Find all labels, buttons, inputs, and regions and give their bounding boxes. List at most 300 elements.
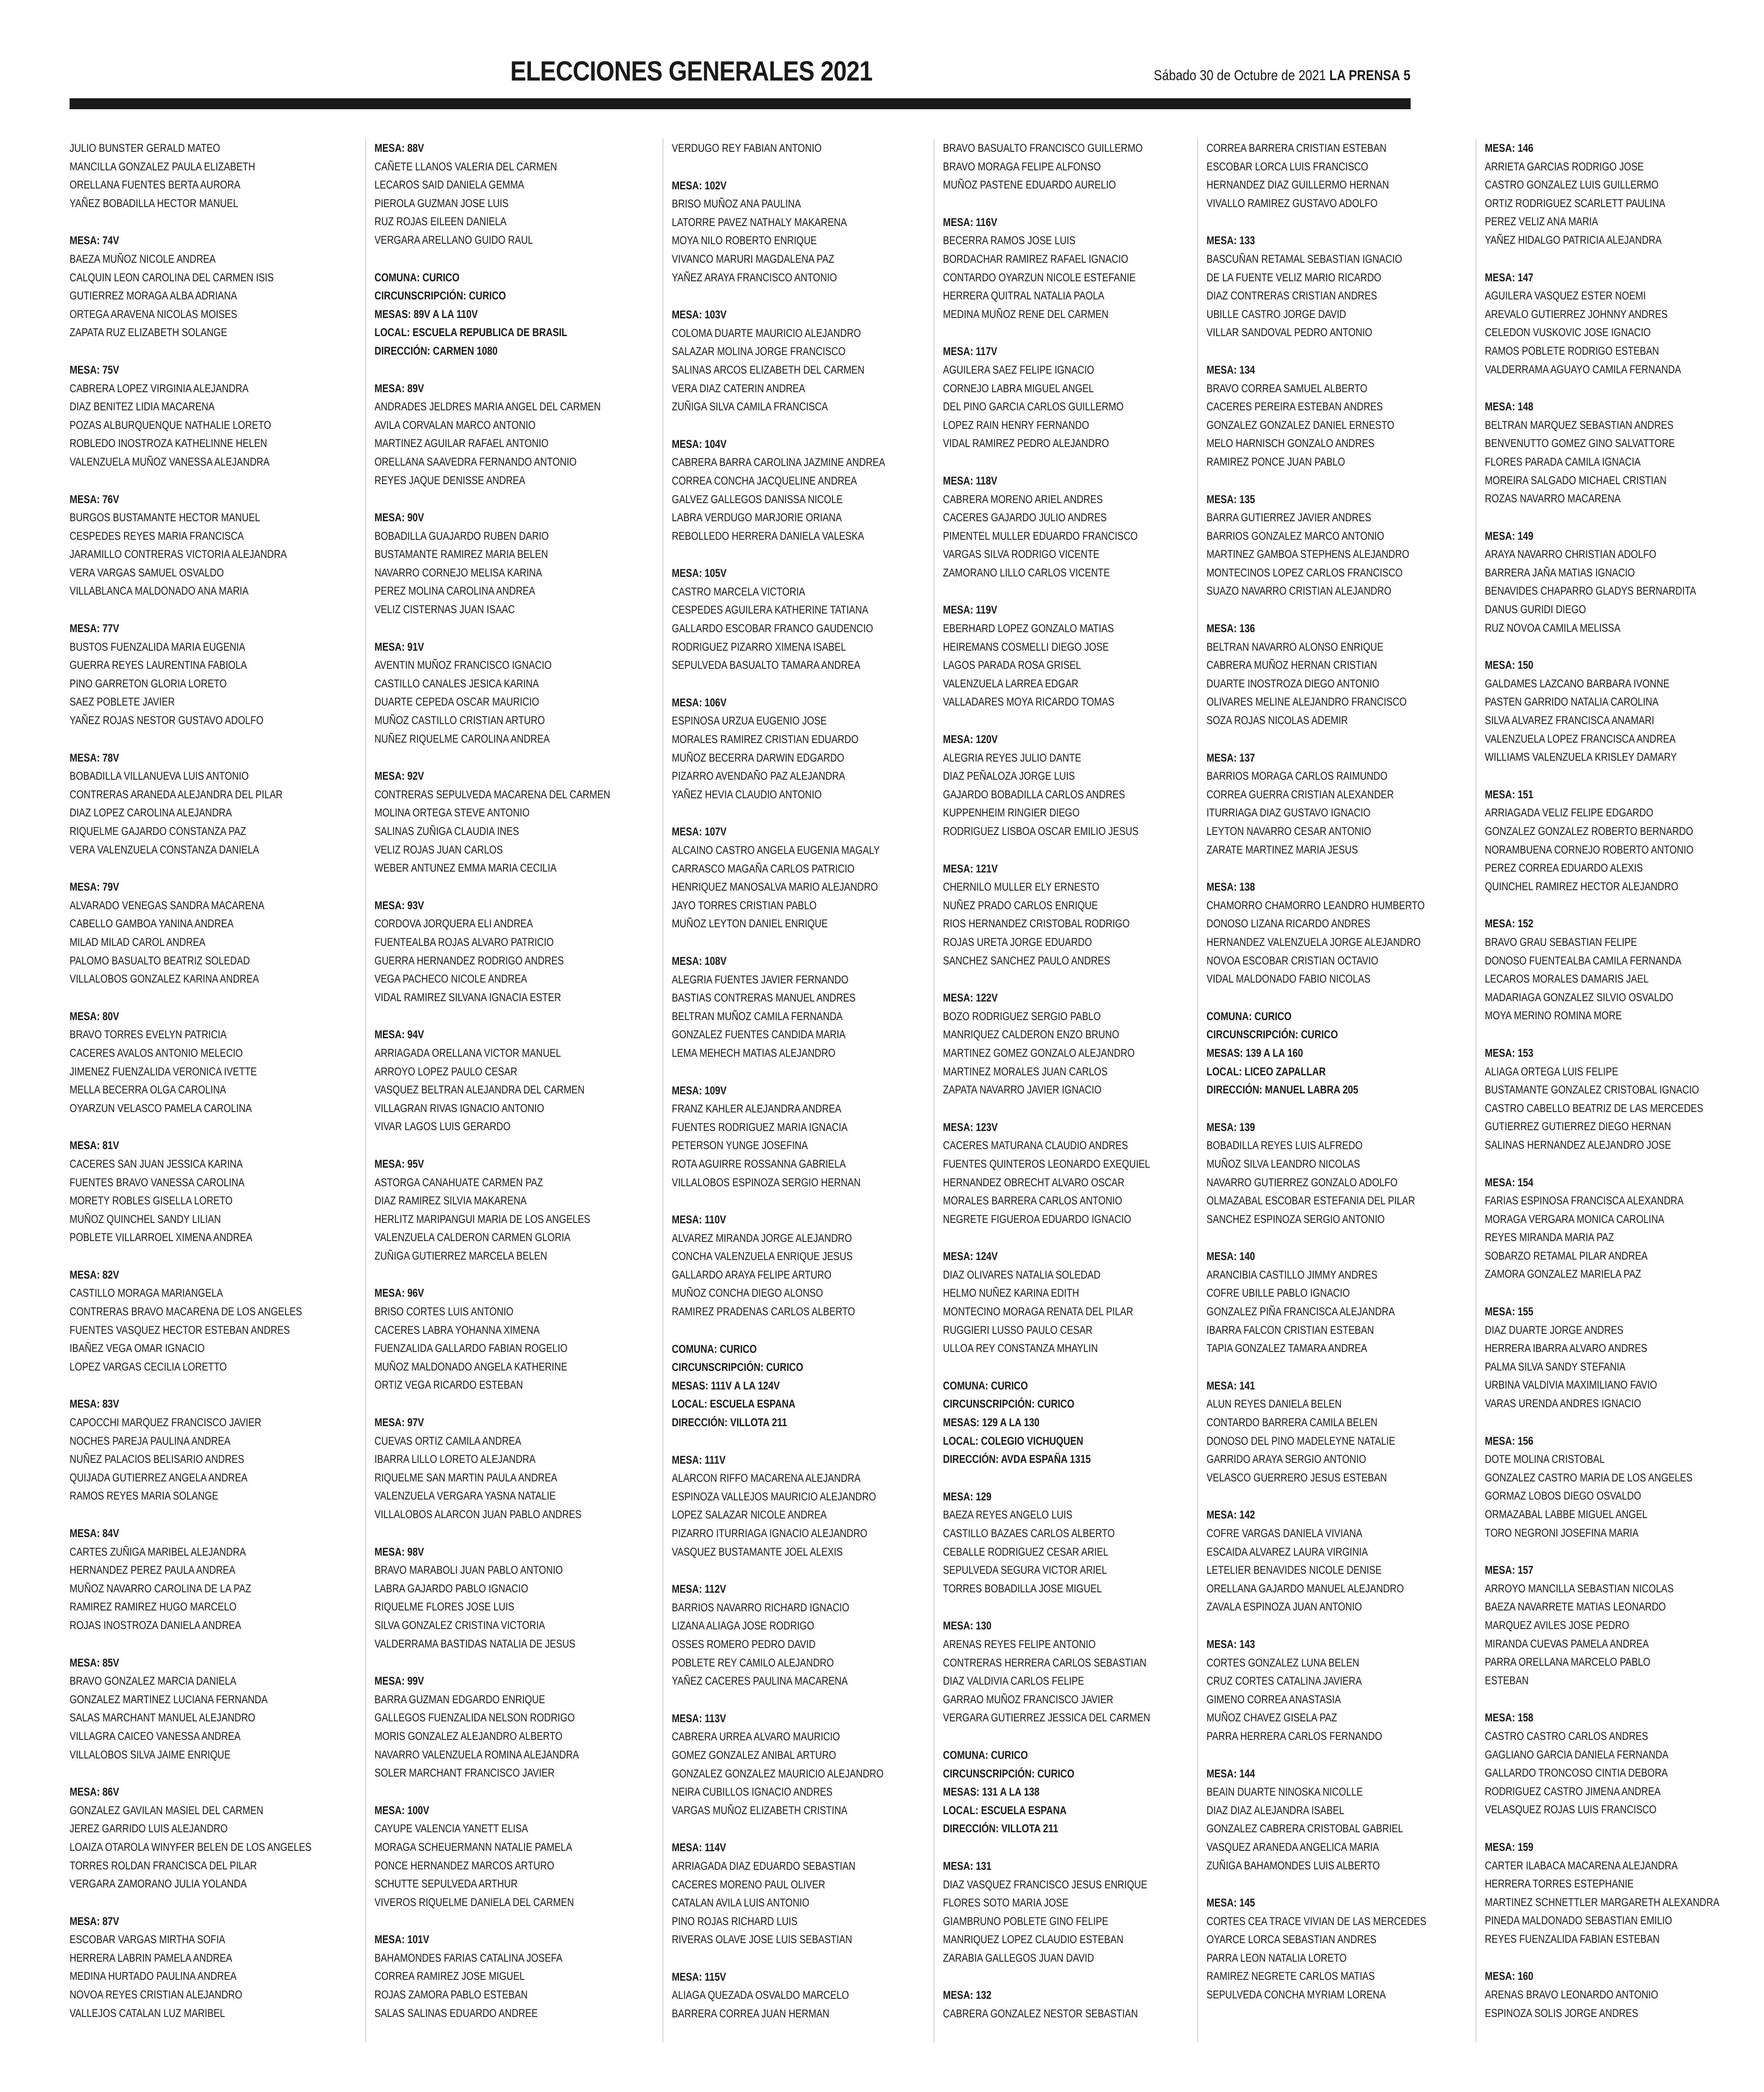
mesa-block: [374, 1930, 655, 2022]
member-name: REBOLLEDO HERRERA DANIELA VALESKA: [672, 529, 864, 542]
member-name: TAPIA GONZALEZ TAMARA ANDREA: [1206, 1342, 1367, 1355]
member-name: OYARZUN VELASCO PAMELA CAROLINA: [70, 1101, 252, 1115]
member-name: BRAVO GONZALEZ MARCIA DANIELA: [70, 1675, 237, 1688]
member-name: RAMIREZ PRADENAS CARLOS ALBERTO: [672, 1305, 856, 1318]
mesa-title: MESA: 122V: [943, 991, 998, 1004]
member-name: AVILA CORVALAN MARCO ANTONIO: [374, 418, 536, 431]
venue-info-line: DIRECCIÓN: VILLOTA 211: [943, 1822, 1058, 1835]
mesa-title: MESA: 158: [1485, 1711, 1534, 1724]
member-name: DANUS GURIDI DIEGO: [1485, 603, 1586, 616]
member-name: PIEROLA GUZMAN JOSE LUIS: [374, 197, 509, 210]
mesa-title: MESA: 144: [1206, 1767, 1255, 1780]
member-name: GALLARDO TRONCOSO CINTIA DEBORA: [1485, 1766, 1668, 1780]
member-name: CELEDON VUSKOVIC JOSE IGNACIO: [1485, 326, 1651, 339]
member-name: NUÑEZ RIQUELME CAROLINA ANDREA: [374, 732, 550, 745]
mesa-block: [70, 361, 358, 471]
member-name: CONTRERAS HERRERA CARLOS SEBASTIAN: [943, 1656, 1147, 1669]
member-name: ZAMORANO LILLO CARLOS VICENTE: [943, 566, 1110, 579]
member-name: MONTECINO MORAGA RENATA DEL PILAR: [943, 1305, 1133, 1318]
mesa-title: MESA: 133: [1206, 234, 1255, 247]
member-name: CARTER ILABACA MACARENA ALEJANDRA: [1485, 1859, 1678, 1872]
member-name: BARRIOS MORAGA CARLOS RAIMUNDO: [1206, 770, 1388, 783]
member-name: ARRIAGADA ORELLANA VICTOR MANUEL: [374, 1046, 561, 1059]
mesa-block: [1485, 1561, 1764, 1690]
member-name: BURGOS BUSTAMANTE HECTOR MANUEL: [70, 511, 260, 524]
member-name: OYARCE LORCA SEBASTIAN ANDRES: [1206, 1933, 1376, 1946]
member-name: LETELIER BENAVIDES NICOLE DENISE: [1206, 1564, 1382, 1577]
member-name: POZAS ALBURQUENQUE NATHALIE LORETO: [70, 418, 271, 431]
member-name: CACERES GAJARDO JULIO ANDRES: [943, 511, 1107, 524]
member-name: PONCE HERNANDEZ MARCOS ARTURO: [374, 1859, 555, 1872]
page-headline: ELECCIONES GENERALES 2021: [510, 55, 873, 86]
member-name: BOBADILLA VILLANUEVA LUIS ANTONIO: [70, 770, 249, 783]
member-name: BRISO CORTES LUIS ANTONIO: [374, 1305, 514, 1318]
mesa-block: [943, 730, 1190, 841]
mesa-title: MESA: 120V: [943, 733, 998, 746]
member-name: ALEGRIA REYES JULIO DANTE: [943, 751, 1081, 764]
venue-info-line: CIRCUNSCRIPCIÓN: CURICO: [943, 1767, 1075, 1780]
member-name: BELTRAN MUÑOZ CAMILA FERNANDA: [672, 1010, 843, 1023]
masthead: [510, 55, 1411, 105]
mesa-block: [943, 1986, 1190, 2023]
member-name: MARTINEZ GAMBOA STEPHENS ALEJANDRO: [1206, 548, 1409, 561]
member-name: BELTRAN NAVARRO ALONSO ENRIQUE: [1206, 640, 1384, 653]
mesa-block: [1485, 1174, 1764, 1284]
venue-info-line: COMUNA: CURICO: [374, 271, 460, 284]
member-name: VILLALOBOS ESPINOZA SERGIO HERNAN: [672, 1176, 861, 1189]
member-name: GARRAO MUÑOZ FRANCISCO JAVIER: [943, 1693, 1113, 1706]
member-name: ESTEBAN: [1485, 1674, 1529, 1687]
venue-info-line: CIRCUNSCRIPCIÓN: CURICO: [374, 289, 506, 302]
member-name: RIOS HERNANDEZ CRISTOBAL RODRIGO: [943, 917, 1130, 930]
mesa-title: MESA: 81V: [70, 1139, 119, 1152]
mesa-title: MESA: 85V: [70, 1656, 119, 1669]
member-name: SOZA ROJAS NICOLAS ADEMIR: [1206, 714, 1348, 727]
member-name: RAMIREZ RAMIREZ HUGO MARCELO: [70, 1600, 237, 1613]
member-name: CABELLO GAMBOA YANINA ANDREA: [70, 917, 234, 930]
member-name: BECERRA RAMOS JOSE LUIS: [943, 234, 1075, 247]
member-name: HENRIQUEZ MANOSALVA MARIO ALEJANDRO: [672, 880, 878, 894]
member-name: RUGGIERI LUSSO PAULO CESAR: [943, 1323, 1093, 1336]
mesa-title: MESA: 123V: [943, 1120, 998, 1134]
member-name: VERA VALENZUELA CONSTANZA DANIELA: [70, 843, 259, 856]
member-name: AREVALO GUTIERREZ JOHNNY ANDRES: [1485, 307, 1668, 320]
newspaper-name: LA PRENSA: [1329, 67, 1400, 83]
member-name: BASCUÑAN RETAMAL SEBASTIAN IGNACIO: [1206, 252, 1402, 265]
mesa-title: MESA: 156: [1485, 1434, 1534, 1447]
venue-info-line: MESAS: 139 A LA 160: [1206, 1046, 1303, 1059]
member-name: FUENTES RODRIGUEZ MARIA IGNACIA: [672, 1120, 848, 1134]
member-name: OLIVARES MELINE ALEJANDRO FRANCISCO: [1206, 695, 1407, 708]
member-name: MORAGA VERGARA MONICA CAROLINA: [1485, 1212, 1664, 1225]
member-name: NOVOA ESCOBAR CRISTIAN OCTAVIO: [1206, 954, 1379, 967]
mesa-block: [374, 638, 655, 748]
member-name: KUPPENHEIM RINGIER DIEGO: [943, 806, 1080, 819]
member-name: BRAVO TORRES EVELYN PATRICIA: [70, 1028, 227, 1041]
member-name: PALMA SILVA SANDY STEFANIA: [1485, 1360, 1626, 1373]
member-name: GORMAZ LOBOS DIEGO OSVALDO: [1485, 1489, 1641, 1502]
venue-info-line: DIRECCIÓN: CARMEN 1080: [374, 344, 498, 357]
member-name: VARAS URENDA ANDRES IGNACIO: [1485, 1397, 1641, 1410]
member-name: CARRASCO MAGAÑA CARLOS PATRICIO: [672, 862, 855, 875]
member-name: POBLETE REY CAMILO ALEJANDRO: [672, 1656, 834, 1669]
member-name: RIQUELME SAN MARTIN PAULA ANDREA: [374, 1471, 557, 1484]
member-name: CORNEJO LABRA MIGUEL ANGEL: [943, 382, 1094, 395]
member-name: MIRANDA CUEVAS PAMELA ANDREA: [1485, 1637, 1649, 1650]
venue-info-line: MESAS: 129 A LA 130: [943, 1416, 1040, 1429]
member-name: SANCHEZ SANCHEZ PAULO ANDRES: [943, 954, 1110, 967]
member-name: GUERRA HERNANDEZ RODRIGO ANDRES: [374, 954, 564, 967]
member-name: HELMO NUÑEZ KARINA EDITH: [943, 1287, 1079, 1300]
member-name: JARAMILLO CONTRERAS VICTORIA ALEJANDRA: [70, 548, 287, 561]
mesa-title: MESA: 103V: [672, 308, 727, 321]
mesa-title: MESA: 154: [1485, 1176, 1534, 1189]
member-name: ROZAS NAVARRO MACARENA: [1485, 492, 1621, 505]
venue-info-line: LOCAL: ESCUELA REPUBLICA DE BRASIL: [374, 326, 567, 339]
member-name: ARRIETA GARCIAS RODRIGO JOSE: [1485, 160, 1644, 173]
publication-date: Sábado 30 de Octubre de 2021: [1154, 67, 1326, 83]
member-name: GONZALEZ FUENTES CANDIDA MARIA: [672, 1028, 846, 1041]
mesa-block: [672, 1211, 926, 1321]
member-name: ROJAS ZAMORA PABLO ESTEBAN: [374, 1988, 528, 2001]
mesa-block: [70, 1654, 358, 1764]
mesa-title: MESA: 160: [1485, 1970, 1534, 1983]
mesa-block: [1485, 527, 1764, 638]
mesa-title: MESA: 93V: [374, 899, 424, 912]
venue-info-line: COMUNA: CURICO: [943, 1748, 1028, 1761]
member-name: VALENZUELA VERGARA YASNA NATALIE: [374, 1489, 556, 1502]
member-name: VIDAL MALDONADO FABIO NICOLAS: [1206, 972, 1371, 985]
member-name: MUÑOZ CHAVEZ GISELA PAZ: [1206, 1711, 1337, 1724]
member-name: CRUZ CORTES CATALINA JAVIERA: [1206, 1675, 1362, 1688]
member-name: SEPULVEDA SEGURA VICTOR ARIEL: [943, 1564, 1107, 1577]
member-name: YAÑEZ ARAYA FRANCISCO ANTONIO: [672, 271, 838, 284]
member-name: GUTIERREZ MORAGA ALBA ADRIANA: [70, 289, 237, 302]
mesa-title: MESA: 105V: [672, 567, 727, 580]
member-name: SILVA GONZALEZ CRISTINA VICTORIA: [374, 1618, 545, 1632]
member-name: GOMEZ GONZALEZ ANIBAL ARTURO: [672, 1748, 837, 1761]
member-name: SALINAS ARCOS ELIZABETH DEL CARMEN: [672, 363, 865, 376]
member-name: BRAVO GRAU SEBASTIAN FELIPE: [1485, 935, 1637, 948]
member-name: RAMIREZ PONCE JUAN PABLO: [1206, 455, 1345, 468]
header-rule: [70, 98, 1411, 109]
mesa-block: [1207, 139, 1468, 213]
mesa-block: [374, 1284, 655, 1395]
member-name: SAEZ POBLETE JAVIER: [70, 695, 175, 708]
member-name: LATORRE PAVEZ NATHALY MAKARENA: [672, 215, 847, 229]
member-name: HERNANDEZ DIAZ GUILLERMO HERNAN: [1206, 178, 1389, 191]
member-name: VILLAGRA CAICEO VANESSA ANDREA: [70, 1729, 241, 1742]
member-name: CASTILLO BAZAES CARLOS ALBERTO: [943, 1527, 1115, 1540]
member-name: MOYA NILO ROBERTO ENRIQUE: [672, 234, 817, 247]
mesa-title: MESA: 74V: [70, 234, 119, 247]
member-name: LIZANA ALIAGA JOSE RODRIGO: [672, 1619, 815, 1632]
mesa-block: [672, 1968, 926, 2023]
member-name: RAMIREZ NEGRETE CARLOS MATIAS: [1206, 1970, 1375, 1983]
member-name: VERA DIAZ CATERIN ANDREA: [672, 382, 805, 395]
member-name: JAYO TORRES CRISTIAN PABLO: [672, 899, 817, 912]
mesa-title: MESA: 152: [1485, 917, 1534, 930]
member-name: IBAÑEZ VEGA OMAR IGNACIO: [70, 1342, 205, 1355]
member-name: FUENZALIDA GALLARDO FABIAN ROGELIO: [374, 1342, 568, 1355]
member-name: GONZALEZ GONZALEZ DANIEL ERNESTO: [1206, 418, 1395, 431]
member-name: MORALES RAMIREZ CRISTIAN EDUARDO: [672, 733, 859, 746]
member-name: MARTINEZ GOMEZ GONZALO ALEJANDRO: [943, 1046, 1135, 1059]
member-name: BARRIOS GONZALEZ MARCO ANTONIO: [1206, 529, 1384, 542]
member-name: ORMAZABAL LABBE MIGUEL ANGEL: [1485, 1508, 1648, 1521]
member-name: GONZALEZ GAVILAN MASIEL DEL CARMEN: [70, 1804, 264, 1817]
member-name: CHAMORRO CHAMORRO LEANDRO HUMBERTO: [1206, 899, 1425, 912]
member-name: MARQUEZ AVILES JOSE PEDRO: [1485, 1618, 1629, 1632]
member-name: IBARRA FALCON CRISTIAN ESTEBAN: [1206, 1323, 1374, 1336]
member-name: LOPEZ RAIN HENRY FERNANDO: [943, 418, 1089, 431]
mesa-block: [672, 1839, 926, 1949]
member-name: HERRERA IBARRA ALVARO ANDRES: [1485, 1342, 1648, 1355]
member-name: CASTRO GONZALEZ LUIS GUILLERMO: [1485, 178, 1659, 191]
mesa-block: [943, 989, 1190, 1099]
venue-info-line: LOCAL: ESCUELA ESPANA: [943, 1804, 1066, 1817]
mesa-title: MESA: 98V: [374, 1545, 424, 1558]
mesa-title: MESA: 104V: [672, 437, 727, 450]
member-name: LABRA GAJARDO PABLO IGNACIO: [374, 1582, 528, 1595]
member-name: CABRERA BARRA CAROLINA JAZMINE ANDREA: [672, 456, 886, 469]
member-name: DONOSO LIZANA RICARDO ANDRES: [1206, 917, 1371, 930]
mesa-block: [374, 139, 655, 250]
mesa-title: MESA: 129: [943, 1490, 991, 1503]
member-name: BAEZA REYES ANGELO LUIS: [943, 1508, 1072, 1521]
venue-info-line: LOCAL: LICEO ZAPALLAR: [1206, 1065, 1326, 1078]
member-name: CALQUIN LEON CAROLINA DEL CARMEN ISIS: [70, 271, 274, 284]
mesa-block: [1485, 398, 1764, 508]
member-name: OLMAZABAL ESCOBAR ESTEFANIA DEL PILAR: [1206, 1194, 1415, 1207]
member-name: PINEDA MALDONADO SEBASTIAN EMILIO: [1485, 1914, 1672, 1927]
member-name: YAÑEZ ROJAS NESTOR GUSTAVO ADOLFO: [70, 714, 264, 727]
member-name: CESPEDES AGUILERA KATHERINE TATIANA: [672, 603, 869, 617]
venue-info-line: MESAS: 131 A LA 138: [943, 1785, 1040, 1799]
mesa-title: MESA: 150: [1485, 659, 1534, 672]
mesa-block: [374, 1414, 655, 1524]
mesa-block: [1485, 139, 1764, 250]
mesa-title: MESA: 95V: [374, 1157, 424, 1170]
mesa-block: [1207, 1377, 1468, 1487]
mesa-title: MESA: 136: [1206, 622, 1255, 635]
column-2: [374, 139, 655, 2042]
member-name: RODRIGUEZ CASTRO JIMENA ANDREA: [1485, 1785, 1661, 1798]
mesa-title: MESA: 83V: [70, 1397, 119, 1411]
mesa-block: [374, 1801, 655, 1912]
member-name: ORTIZ VEGA RICARDO ESTEBAN: [374, 1379, 523, 1392]
member-name: SANCHEZ ESPINOZA SERGIO ANTONIO: [1206, 1212, 1385, 1225]
member-name: MUÑOZ MALDONADO ANGELA KATHERINE: [374, 1360, 568, 1373]
member-name: ANDRADES JELDRES MARIA ANGEL DEL CARMEN: [374, 400, 601, 413]
mesa-block: [1207, 361, 1468, 471]
member-name: ORELLANA FUENTES BERTA AURORA: [70, 178, 240, 191]
member-name: ORTIZ RODRIGUEZ SCARLETT PAULINA: [1485, 197, 1666, 210]
member-name: GONZALEZ GONZALEZ MAURICIO ALEJANDRO: [672, 1767, 884, 1780]
member-name: VIVAR LAGOS LUIS GERARDO: [374, 1120, 511, 1133]
member-name: ORTEGA ARAVENA NICOLAS MOISES: [70, 307, 237, 320]
mesa-block: [70, 1007, 358, 1118]
member-name: MOREIRA SALGADO MICHAEL CRISTIAN: [1485, 474, 1667, 487]
member-name: VILLABLANCA MALDONADO ANA MARIA: [70, 584, 249, 598]
member-name: VALENZUELA CALDERON CARMEN GLORIA: [374, 1231, 571, 1244]
mesa-title: MESA: 92V: [374, 770, 424, 783]
member-name: VERGARA ZAMORANO JULIA YOLANDA: [70, 1877, 247, 1890]
mesa-block: [70, 1266, 358, 1376]
member-name: CORTES GONZALEZ LUNA BELEN: [1206, 1656, 1359, 1669]
member-name: SILVA ALVAREZ FRANCISCA ANAMARI: [1485, 714, 1654, 727]
mesa-block: [374, 897, 655, 1007]
member-name: VALDERRAMA BASTIDAS NATALIA DE JESUS: [374, 1637, 576, 1650]
column-5: [1207, 139, 1468, 2042]
member-name: SCHUTTE SEPULVEDA ARTHUR: [374, 1877, 518, 1890]
member-name: DIAZ RAMIREZ SILVIA MAKARENA: [374, 1194, 527, 1207]
member-name: BARRERA JAÑA MATIAS IGNACIO: [1485, 566, 1635, 579]
member-name: BRAVO MARABOLI JUAN PABLO ANTONIO: [374, 1564, 563, 1577]
member-name: TORO NEGRONI JOSEFINA MARIA: [1485, 1526, 1639, 1539]
member-name: BRAVO BASUALTO FRANCISCO GUILLERMO: [943, 142, 1143, 154]
member-name: FARIAS ESPINOSA FRANCISCA ALEXANDRA: [1485, 1194, 1684, 1207]
member-name: HERNANDEZ VALENZUELA JORGE ALEJANDRO: [1206, 935, 1421, 948]
polling-table-columns: [70, 139, 1720, 2037]
venue-info-line: DIRECCIÓN: MANUEL LABRA 205: [1206, 1083, 1358, 1096]
member-name: REYES MIRANDA MARIA PAZ: [1485, 1231, 1614, 1244]
member-name: LEMA MEHECH MATIAS ALEJANDRO: [672, 1046, 836, 1059]
member-name: PINO GARRETON GLORIA LORETO: [70, 677, 227, 690]
member-name: FLORES PARADA CAMILA IGNACIA: [1485, 455, 1641, 468]
member-name: ZAPATA RUZ ELIZABETH SOLANGE: [70, 326, 227, 339]
mesa-block: [943, 342, 1190, 453]
member-name: FUENTES BRAVO VANESSA CAROLINA: [70, 1176, 245, 1189]
member-name: MOYA MERINO ROMINA MORE: [1485, 1009, 1622, 1022]
member-name: MADARIAGA GONZALEZ SILVIO OSVALDO: [1485, 991, 1674, 1004]
member-name: PALOMO BASUALTO BEATRIZ SOLEDAD: [70, 954, 250, 967]
venue-info-line: DIRECCIÓN: AVDA ESPAÑA 1315: [943, 1453, 1091, 1466]
member-name: BUSTOS FUENZALIDA MARIA EUGENIA: [70, 640, 245, 653]
member-name: NAVARRO CORNEJO MELISA KARINA: [374, 566, 542, 579]
member-name: ARAYA NAVARRO CHRISTIAN ADOLFO: [1485, 548, 1656, 561]
mesa-title: MESA: 132: [943, 1989, 991, 2002]
member-name: MARTINEZ AGUILAR RAFAEL ANTONIO: [374, 437, 549, 450]
mesa-title: MESA: 89V: [374, 382, 424, 395]
mesa-title: MESA: 77V: [70, 622, 119, 635]
mesa-title: MESA: 155: [1485, 1305, 1534, 1318]
member-name: CABRERA LOPEZ VIRGINIA ALEJANDRA: [70, 382, 249, 395]
member-name: GIMENO CORREA ANASTASIA: [1206, 1693, 1341, 1706]
member-name: RUZ NOVOA CAMILA MELISSA: [1485, 621, 1621, 634]
member-name: ARANCIBIA CASTILLO JIMMY ANDRES: [1206, 1268, 1378, 1281]
member-name: RODRIGUEZ PIZARRO XIMENA ISABEL: [672, 640, 846, 653]
member-name: VALENZUELA LARREA EDGAR: [943, 677, 1078, 690]
member-name: DIAZ VALDIVIA CARLOS FELIPE: [943, 1675, 1084, 1688]
member-name: MONTECINOS LOPEZ CARLOS FRANCISCO: [1206, 566, 1403, 579]
mesa-block: [70, 1136, 358, 1247]
member-name: CABRERA MORENO ARIEL ANDRES: [943, 493, 1103, 506]
mesa-block: [1485, 915, 1764, 1025]
member-name: ULLOA REY CONSTANZA MHAYLIN: [943, 1342, 1098, 1355]
mesa-block: [1207, 749, 1468, 859]
member-name: DUARTE INOSTROZA DIEGO ANTONIO: [1206, 677, 1379, 690]
member-name: SEPULVEDA BASUALTO TAMARA ANDREA: [672, 659, 861, 672]
member-name: CASTILLO CANALES JESICA KARINA: [374, 677, 539, 690]
venue-info: [672, 1340, 926, 1432]
member-name: CACERES MORENO PAUL OLIVER: [672, 1878, 826, 1891]
member-name: CHERNILO MULLER ELY ERNESTO: [943, 880, 1099, 894]
member-name: BOBADILLA REYES LUIS ALFREDO: [1206, 1139, 1363, 1152]
mesa-block: [1207, 1506, 1468, 1616]
member-name: VIVANCO MARURI MAGDALENA PAZ: [672, 252, 835, 265]
member-name: MUÑOZ PASTENE EDUARDO AURELIO: [943, 178, 1116, 191]
member-name: BORDACHAR RAMIREZ RAFAEL IGNACIO: [943, 252, 1128, 265]
member-name: TORRES BOBADILLA JOSE MIGUEL: [943, 1582, 1102, 1595]
member-name: ZAMORA GONZALEZ MARIELA PAZ: [1485, 1268, 1641, 1281]
member-name: SOLER MARCHANT FRANCISCO JAVIER: [374, 1766, 555, 1780]
venue-info: [374, 269, 655, 361]
mesa-title: MESA: 78V: [70, 751, 119, 764]
member-name: ZAPATA NAVARRO JAVIER IGNACIO: [943, 1083, 1101, 1096]
member-name: GUERRA REYES LAURENTINA FABIOLA: [70, 659, 247, 672]
member-name: CONTARDO BARRERA CAMILA BELEN: [1206, 1416, 1378, 1429]
mesa-block: [943, 601, 1190, 711]
member-name: REYES JAQUE DENISSE ANDREA: [374, 474, 525, 487]
mesa-title: MESA: 137: [1206, 751, 1255, 764]
mesa-block: [672, 1451, 926, 1562]
member-name: COLOMA DUARTE MAURICIO ALEJANDRO: [672, 326, 862, 339]
member-name: CONTARDO OYARZUN NICOLE ESTEFANIE: [943, 271, 1136, 284]
member-name: MUÑOZ QUINCHEL SANDY LILIAN: [70, 1212, 221, 1225]
mesa-block: [1485, 1709, 1764, 1819]
member-name: SALINAS ZUÑIGA CLAUDIA INES: [374, 825, 519, 837]
mesa-block: [374, 509, 655, 619]
member-name: AVENTIN MUÑOZ FRANCISCO IGNACIO: [374, 659, 552, 672]
member-name: MORETY ROBLES GISELLA LORETO: [70, 1194, 233, 1207]
member-name: MUÑOZ CONCHA DIEGO ALONSO: [672, 1287, 824, 1300]
mesa-title: MESA: 99V: [374, 1675, 424, 1688]
member-name: FUENTES QUINTEROS LEONARDO EXEQUIEL: [943, 1157, 1150, 1170]
member-name: COFRE VARGAS DANIELA VIVIANA: [1206, 1527, 1363, 1540]
member-name: GONZALEZ PIÑA FRANCISCA ALEJANDRA: [1206, 1305, 1395, 1318]
mesa-title: MESA: 119V: [943, 603, 997, 617]
mesa-block: [672, 306, 926, 416]
mesa-block: [374, 767, 655, 878]
member-name: ALVAREZ MIRANDA JORGE ALEJANDRO: [672, 1231, 852, 1244]
member-name: NAVARRO VALENZUELA ROMINA ALEJANDRA: [374, 1748, 579, 1761]
member-name: VILLALOBOS ALARCON JUAN PABLO ANDRES: [374, 1508, 582, 1521]
member-name: ESPINOZA VALLEJOS MAURICIO ALEJANDRO: [672, 1490, 876, 1503]
member-name: ESPINOSA URZUA EUGENIO JOSE: [672, 714, 827, 727]
mesa-block: [1485, 1303, 1764, 1413]
member-name: NUÑEZ PALACIOS BELISARIO ANDRES: [70, 1453, 244, 1466]
member-name: VASQUEZ ARANEDA ANGELICA MARIA: [1206, 1840, 1379, 1853]
mesa-title: MESA: 153: [1485, 1046, 1534, 1059]
member-name: RIQUELME FLORES JOSE LUIS: [374, 1600, 514, 1613]
mesa-block: [374, 1026, 655, 1136]
member-name: BAHAMONDES FARIAS CATALINA JOSEFA: [374, 1951, 563, 1964]
member-name: CORREA CONCHA JACQUELINE ANDREA: [672, 474, 857, 487]
member-name: CAPOCCHI MARQUEZ FRANCISCO JAVIER: [70, 1416, 261, 1429]
mesa-block: [1207, 1247, 1468, 1358]
member-name: MUÑOZ NAVARRO CAROLINA DE LA PAZ: [70, 1582, 251, 1595]
member-name: VILLALOBOS GONZALEZ KARINA ANDREA: [70, 972, 259, 985]
page-number: 5: [1403, 67, 1411, 83]
member-name: MELO HARNISCH GONZALO ANDRES: [1206, 437, 1375, 450]
member-name: CONTRERAS ARANEDA ALEJANDRA DEL PILAR: [70, 788, 283, 801]
member-name: PEREZ CORREA EDUARDO ALEXIS: [1485, 862, 1643, 875]
member-name: VIDAL RAMIREZ SILVANA IGNACIA ESTER: [374, 991, 561, 1004]
member-name: ITURRIAGA DIAZ GUSTAVO IGNACIO: [1206, 806, 1371, 819]
member-name: CAÑETE LLANOS VALERIA DEL CARMEN: [374, 160, 557, 173]
member-name: NOCHES PAREJA PAULINA ANDREA: [70, 1434, 231, 1447]
